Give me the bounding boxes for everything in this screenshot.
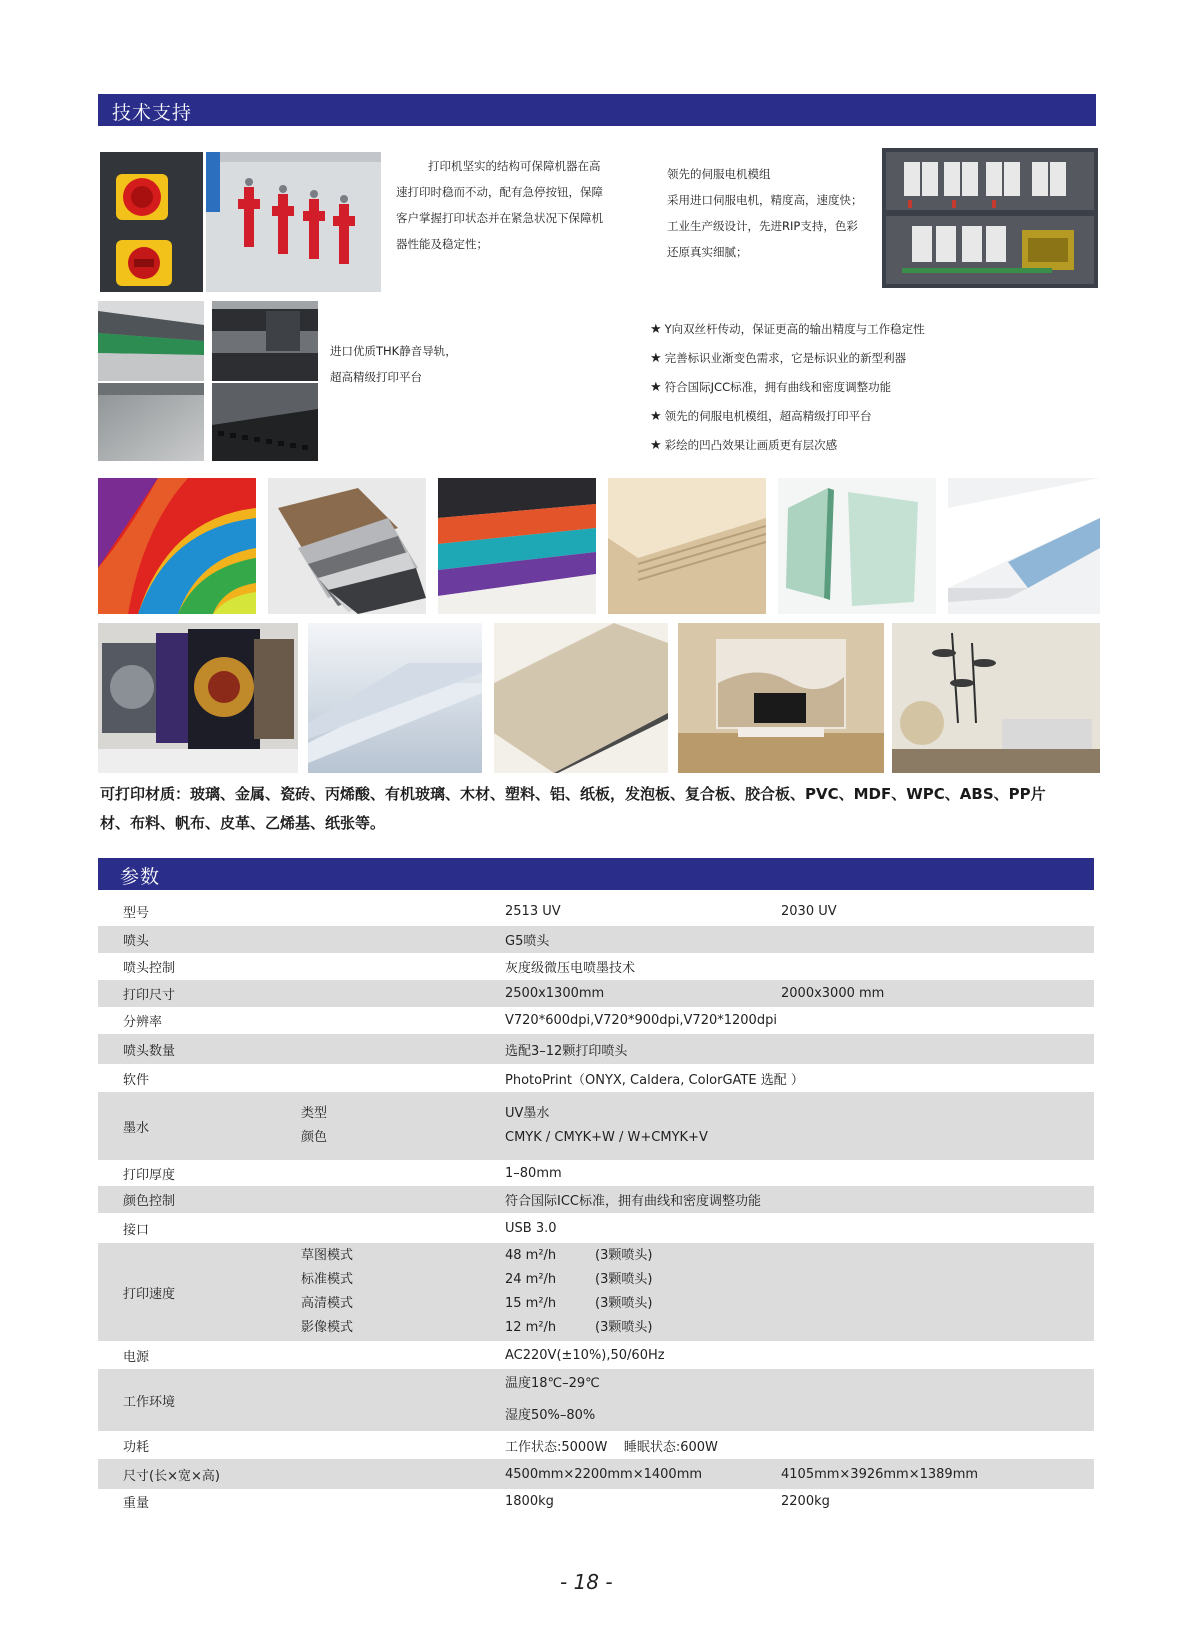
spec-value: 2000x3000 mm xyxy=(781,986,885,1001)
spec-table xyxy=(98,896,1094,1513)
star-icon: ★ xyxy=(650,351,662,366)
tech-text-line: 进口优质THK静音导轨， xyxy=(330,344,457,358)
spec-row-software xyxy=(98,1064,1094,1092)
material-photo-leather xyxy=(438,478,596,614)
emergency-stop-photo xyxy=(100,152,203,292)
spec-row-power xyxy=(98,1341,1094,1369)
feature-bullet: ★ 符合国际JCC标准，拥有曲线和密度调整功能 xyxy=(650,380,892,395)
platform-photo-1 xyxy=(98,383,204,461)
material-photo-tv-wall xyxy=(678,623,884,773)
star-icon: ★ xyxy=(650,380,662,395)
spec-label: 墨水 xyxy=(123,1120,150,1136)
spec-row-ink xyxy=(98,1092,1094,1160)
spec-value: 4500mm×2200mm×1400mm xyxy=(505,1466,703,1482)
spec-speed-note: (3颗喷头) xyxy=(595,1248,653,1263)
spec-value: 1800kg xyxy=(505,1493,554,1509)
printable-materials-text xyxy=(100,780,1100,838)
spec-sublabel: 高清模式 xyxy=(301,1296,354,1311)
spec-speed-rate: 15 m²/h xyxy=(505,1296,557,1311)
tech-text-line: 领先的伺服电机模组 xyxy=(667,167,771,181)
spec-row-environment xyxy=(98,1369,1094,1431)
section-header-tech-support xyxy=(98,94,1096,126)
spec-value: USB 3.0 xyxy=(505,1220,557,1236)
spec-speed-line xyxy=(505,1316,1094,1340)
feature-bullet: ★ 彩绘的凹凸效果让画质更有层次感 xyxy=(650,438,838,453)
spec-label: 喷头 xyxy=(123,934,150,949)
feature-bullet-list xyxy=(650,318,925,463)
spec-speed-note: (3颗喷头) xyxy=(595,1320,653,1335)
tech-text-line: 还原真实细腻； xyxy=(667,245,748,259)
spec-value: 温度18℃–29℃ xyxy=(505,1376,600,1391)
tech-text-line: 客户掌握打印状态并在紧急状况下保障机 xyxy=(396,211,603,225)
spec-speed-note: (3颗喷头) xyxy=(595,1296,653,1311)
spec-label: 分辨率 xyxy=(123,1015,163,1030)
electrical-cabinet-photo xyxy=(882,148,1098,288)
material-photo-wood-board xyxy=(608,478,766,614)
spec-label: 工作环境 xyxy=(123,1394,176,1410)
spec-value: 符合国际ICC标准，拥有曲线和密度调整功能 xyxy=(505,1194,761,1209)
spec-speed-rate: 24 m²/h xyxy=(505,1272,557,1287)
spec-row-resolution xyxy=(98,1007,1094,1034)
star-icon: ★ xyxy=(650,409,662,424)
spec-row-model xyxy=(98,896,1094,926)
spec-value: 1–80mm xyxy=(505,1165,562,1181)
tech-text-line: 工业生产级设计，先进RIP支持，色彩 xyxy=(667,219,858,233)
tech-text-structure xyxy=(396,153,603,257)
feature-bullet: ★ Y向双丝杆传动，保证更高的输出精度与工作稳定性 xyxy=(650,322,925,337)
spec-row-head-control xyxy=(98,953,1094,980)
spec-row-head-count xyxy=(98,1034,1094,1064)
materials-line: 材、布料、帆布、皮革、乙烯基、纸张等。 xyxy=(100,814,386,832)
switch-panel-photo xyxy=(206,152,381,292)
platform-photo-2 xyxy=(212,383,318,461)
spec-label: 打印尺寸 xyxy=(123,988,176,1003)
spec-value: 4105mm×3926mm×1389mm xyxy=(781,1466,979,1482)
material-photo-pvc-panel xyxy=(948,478,1100,614)
spec-sublabel: 标准模式 xyxy=(301,1272,354,1287)
spec-value: AC220V(±10%),50/60Hz xyxy=(505,1347,665,1363)
spec-value: 工作状态:5000W 睡眠状态:600W xyxy=(505,1439,718,1455)
materials-line: 可打印材质：玻璃、金属、瓷砖、丙烯酸、有机玻璃、木材、塑料、铝、纸板，发泡板、复合板、胶合板、PVC、MDF、WPC、ABS、PP片 xyxy=(100,785,1046,803)
tech-text-line: 器性能及稳定性； xyxy=(396,237,488,251)
spec-speed-line xyxy=(505,1292,1094,1316)
spec-value: UV墨水 xyxy=(505,1106,550,1121)
spec-label: 颜色控制 xyxy=(123,1194,176,1209)
spec-speed-line xyxy=(505,1268,1094,1292)
spec-value: G5喷头 xyxy=(505,934,550,949)
spec-row-interface xyxy=(98,1213,1094,1243)
spec-sublabel: 影像模式 xyxy=(301,1320,354,1335)
spec-row-print-speed xyxy=(98,1243,1094,1341)
material-photo-metal-samples xyxy=(268,478,426,614)
feature-bullet: ★ 领先的伺服电机模组，超高精级打印平台 xyxy=(650,409,872,424)
spec-value: 灰度级微压电喷墨技术 xyxy=(505,961,636,976)
spec-label: 喷头数量 xyxy=(123,1043,176,1059)
page-number: - 18 - xyxy=(560,1570,613,1594)
spec-row-thickness xyxy=(98,1160,1094,1186)
material-photo-color-paper xyxy=(98,478,256,614)
spec-label: 接口 xyxy=(123,1222,150,1238)
spec-value: 湿度50%–80% xyxy=(505,1408,596,1423)
section-title: 参数 xyxy=(120,866,161,888)
spec-sublabels xyxy=(301,1243,490,1341)
spec-label: 功耗 xyxy=(123,1439,150,1455)
spec-speed-rate: 48 m²/h xyxy=(505,1248,557,1263)
tech-text-line: 超高精级打印平台 xyxy=(330,370,422,384)
tech-text-servo xyxy=(667,161,863,265)
spec-values xyxy=(490,1243,1094,1341)
material-photo-glass xyxy=(778,478,936,614)
spec-row-weight xyxy=(98,1489,1094,1513)
spec-label: 软件 xyxy=(123,1072,150,1088)
guide-rail-photo-1 xyxy=(98,301,204,381)
spec-label: 打印厚度 xyxy=(123,1167,176,1183)
material-photo-board-sheet xyxy=(494,623,668,773)
section-header-parameters xyxy=(98,858,1094,890)
spec-sublabel: 颜色 xyxy=(301,1130,328,1145)
spec-value: 2030 UV xyxy=(781,903,837,919)
spec-value: 2500x1300mm xyxy=(505,986,605,1001)
spec-sublabels xyxy=(301,1092,490,1160)
material-photo-art-prints xyxy=(98,623,298,773)
spec-label: 打印速度 xyxy=(123,1286,176,1302)
guide-rail-photo-2 xyxy=(212,301,318,381)
star-icon: ★ xyxy=(650,322,662,337)
spec-row-dimensions xyxy=(98,1459,1094,1489)
star-icon: ★ xyxy=(650,438,662,453)
spec-label: 尺寸(长×宽×高) xyxy=(123,1468,220,1484)
spec-speed-rate: 12 m²/h xyxy=(505,1320,557,1335)
spec-speed-note: (3颗喷头) xyxy=(595,1272,653,1287)
feature-bullet: ★ 完善标识业渐变色需求，它是标识业的新型利器 xyxy=(650,351,907,366)
spec-row-head xyxy=(98,926,1094,953)
spec-label: 重量 xyxy=(123,1495,150,1511)
spec-values xyxy=(490,1092,1094,1160)
spec-value: 2513 UV xyxy=(505,903,561,919)
spec-row-print-size xyxy=(98,980,1094,1007)
spec-sublabel: 草图模式 xyxy=(301,1248,354,1263)
tech-text-line: 速打印时稳而不动，配有急停按钮，保障 xyxy=(396,185,603,199)
material-photo-acrylic xyxy=(308,623,482,773)
spec-label: 型号 xyxy=(123,905,150,921)
tech-text-line: 采用进口伺服电机，精度高，速度快； xyxy=(667,193,863,207)
spec-value: CMYK / CMYK+W / W+CMYK+V xyxy=(505,1130,708,1145)
material-photo-bamboo-wall xyxy=(892,623,1100,773)
spec-sublabel: 类型 xyxy=(301,1106,328,1121)
spec-speed-line xyxy=(505,1244,1094,1268)
spec-row-consumption xyxy=(98,1431,1094,1459)
spec-value: 选配3–12颗打印喷头 xyxy=(505,1043,628,1059)
tech-text-rail xyxy=(330,338,457,390)
spec-value: 2200kg xyxy=(781,1493,830,1509)
spec-label: 喷头控制 xyxy=(123,961,176,976)
spec-value: V720*600dpi,V720*900dpi,V720*1200dpi xyxy=(505,1013,777,1028)
spec-label: 电源 xyxy=(123,1349,150,1365)
spec-values xyxy=(490,1369,1094,1431)
tech-text-line: 打印机坚实的结构可保障机器在高 xyxy=(428,159,601,173)
spec-row-color-control xyxy=(98,1186,1094,1213)
section-title: 技术支持 xyxy=(112,102,193,124)
spec-value: PhotoPrint（ONYX, Caldera, ColorGATE 选配 ） xyxy=(505,1072,804,1088)
